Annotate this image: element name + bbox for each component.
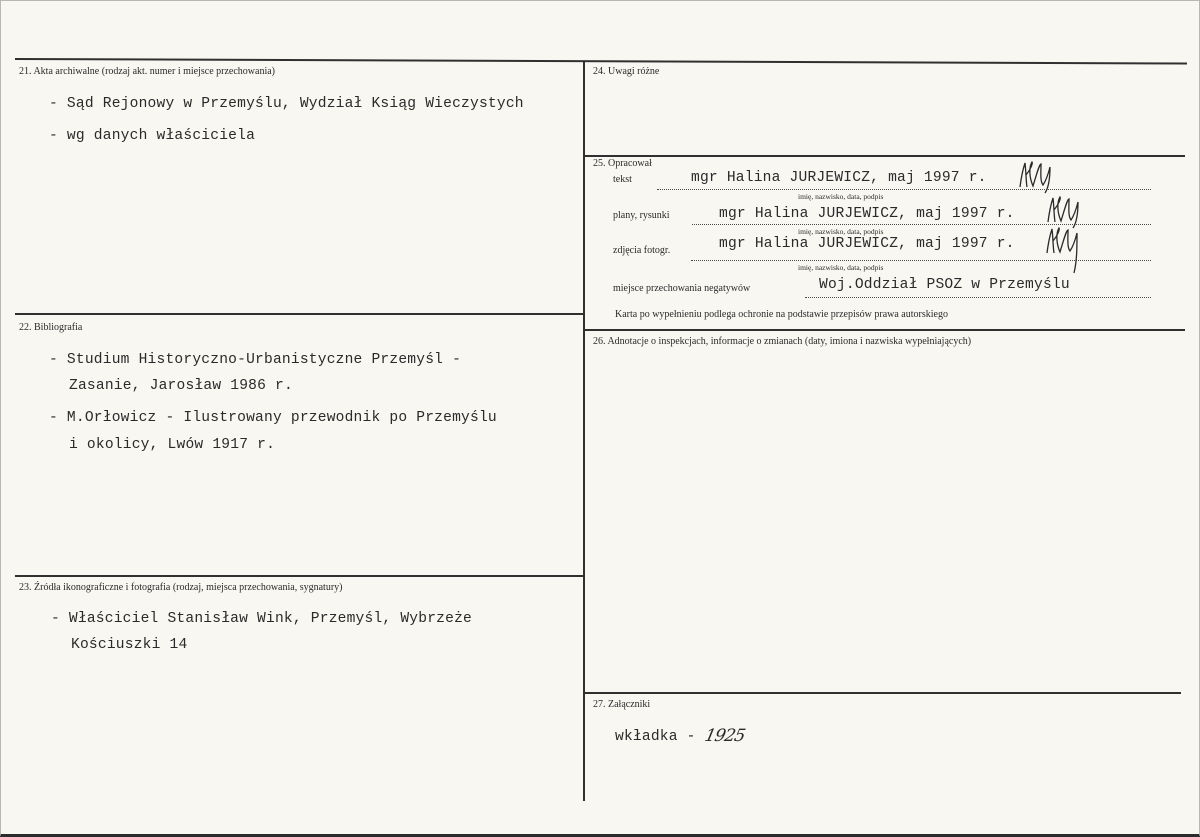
attachment-handwritten-number: 1925 — [702, 726, 747, 746]
author-plans-value: mgr Halina JURJEWICZ, maj 1997 r. — [719, 206, 1015, 222]
author-plans-hint: imię, nazwisko, data, podpis — [798, 227, 884, 236]
center-divider — [583, 61, 585, 801]
author-photos-value: mgr Halina JURJEWICZ, maj 1997 r. — [719, 236, 1015, 252]
signature-3 — [1044, 225, 1084, 277]
rule-24-25 — [585, 155, 1185, 157]
signature-1 — [1017, 159, 1057, 195]
author-plans-label: plany, rysunki — [613, 210, 670, 221]
section-21-label: 21. Akta archiwalne (rodzaj akt. numer i miejsce przechowania) — [19, 66, 276, 77]
negatives-value: Woj.Oddział PSOZ w Przemyślu — [819, 277, 1070, 293]
rule-21-22 — [15, 313, 583, 315]
section-24-label: 24. Uwagi różne — [593, 66, 660, 77]
author-text-hint: imię, nazwisko, data, podpis — [798, 192, 884, 201]
bibliography-item: - Studium Historyczno-Urbanistyczne Przemyśl - — [49, 352, 462, 368]
section-21-item: - wg danych właściciela — [49, 128, 256, 144]
iconography-item: - Właściciel Stanisław Wink, Przemyśl, Wybrzeże — [51, 611, 473, 627]
negatives-label: miejsce przechowania negatywów — [613, 283, 751, 294]
bibliography-item: - M.Orłowicz - Ilustrowany przewodnik po Przemyślu — [49, 410, 497, 426]
rule-25-26 — [585, 329, 1185, 331]
author-photos-hint: imię, nazwisko, data, podpis — [798, 263, 884, 272]
author-text-value: mgr Halina JURJEWICZ, maj 1997 r. — [691, 170, 987, 186]
bibliography-item-cont: Zasanie, Jarosław 1986 r. — [69, 378, 293, 394]
section-23-label: 23. Źródła ikonograficzne i fotografia (rodzaj, miejsca przechowania, sygnatury) — [19, 582, 343, 593]
top-rule — [15, 58, 1187, 65]
negatives-line — [805, 297, 1151, 298]
section-22-label: 22. Bibliografia — [19, 322, 83, 333]
rule-26-27 — [585, 692, 1181, 694]
author-text-label: tekst — [613, 174, 632, 185]
bibliography-item-cont: i okolicy, Lwów 1917 r. — [69, 437, 276, 453]
section-26-label: 26. Adnotacje o inspekcjach, informacje o zmianach (daty, imiona i nazwiska wypełniających) — [593, 336, 972, 347]
section-21-item: - Sąd Rejonowy w Przemyślu, Wydział Ksiąg Wieczystych — [49, 96, 524, 112]
section-27-label: 27. Załączniki — [593, 699, 651, 710]
author-photos-label: zdjęcia fotogr. — [613, 245, 671, 256]
attachment-value: wkładka - — [615, 729, 696, 745]
iconography-item-cont: Kościuszki 14 — [71, 637, 188, 653]
author-text-line — [657, 189, 1151, 190]
copyright-note: Karta po wypełnieniu podlega ochronie na podstawie przepisów prawa autorskiego — [615, 309, 948, 320]
rule-22-23 — [15, 575, 583, 577]
section-25-label: 25. Opracował — [593, 158, 652, 169]
